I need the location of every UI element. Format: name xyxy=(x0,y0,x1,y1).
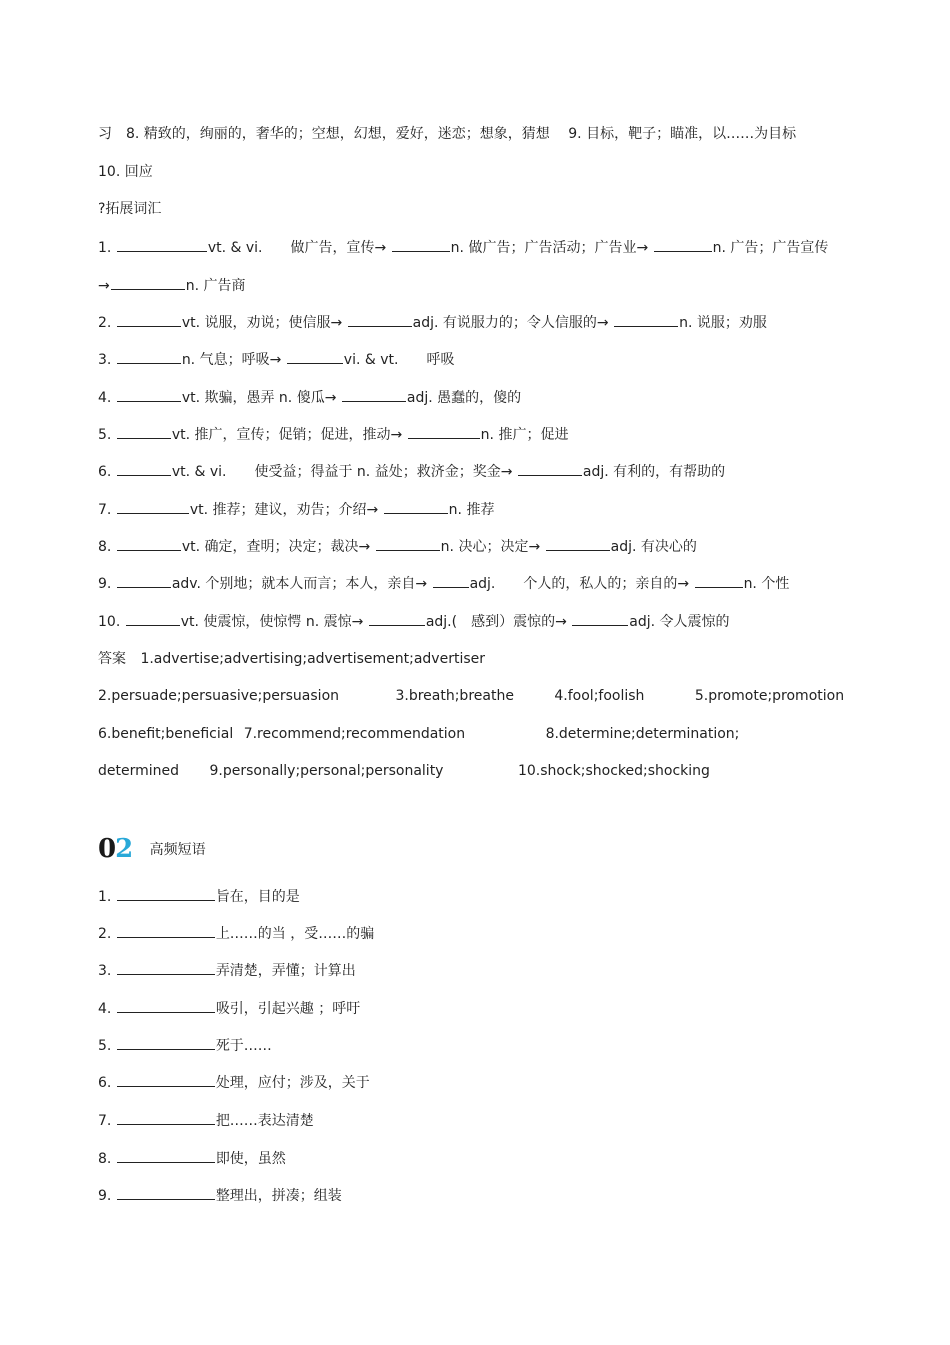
phrase-item: 6. 处理，应付；涉及，关于 xyxy=(98,1072,370,1092)
vocab-item-3: 3. n. 气息；呼吸→ vi. & vt. 呼吸 xyxy=(98,349,454,369)
answer-blank[interactable] xyxy=(287,349,343,364)
answer-blank[interactable] xyxy=(376,536,440,551)
answer-line-continued: 习 8. 精致的，绚丽的，奢华的；空想，幻想，爱好，迷恋；想象，猜想 9. 目标，靶子；瞄准，以……为目标 xyxy=(98,126,797,142)
answer-blank[interactable] xyxy=(433,573,469,588)
answer-blank[interactable] xyxy=(117,237,207,252)
answer-blank[interactable] xyxy=(117,923,215,938)
answer-blank[interactable] xyxy=(369,611,425,626)
answer-blank[interactable] xyxy=(614,312,678,327)
answer-blank[interactable] xyxy=(117,886,215,901)
vocab-item-2: 2. vt. 说服，劝说；使信服→ adj. 有说服力的；令人信服的→ n. 说服；劝服 xyxy=(98,312,767,332)
answer-key-line-2: 2.persuade;persuasive;persuasion 3.breath;breathe 4.fool;foolish 5.promote;promotion xyxy=(98,688,845,704)
answer-blank[interactable] xyxy=(117,387,181,402)
answer-blank[interactable] xyxy=(518,461,582,476)
answer-blank[interactable] xyxy=(654,237,712,252)
vocab-item-7: 7. vt. 推荐；建议，劝告；介绍→ n. 推荐 xyxy=(98,499,494,519)
answer-blank[interactable] xyxy=(117,1185,215,1200)
phrase-item: 7. 把……表达清楚 xyxy=(98,1110,314,1130)
answer-blank[interactable] xyxy=(408,424,480,439)
answer-blank[interactable] xyxy=(117,1148,215,1163)
vocab-item-6: 6. vt. & vi. 使受益；得益于 n. 益处；救济金；奖金→ adj. 有利的，有帮助的 xyxy=(98,461,725,481)
phrase-item: 1. 旨在，目的是 xyxy=(98,886,300,906)
answer-blank[interactable] xyxy=(117,312,181,327)
answer-blank[interactable] xyxy=(126,611,180,626)
answer-blank[interactable] xyxy=(572,611,628,626)
vocab-item-1: 1. vt. & vi. 做广告，宣传→ n. 做广告；广告活动；广告业→ n. 广告；广告宣传 xyxy=(98,237,828,257)
answer-key-line-1: 答案 1.advertise;advertising;advertisement;advertiser xyxy=(98,651,485,667)
answer-blank[interactable] xyxy=(117,461,171,476)
section-heading-expanded-vocab: ?拓展词汇 xyxy=(98,201,162,217)
vocab-item-4: 4. vt. 欺骗，愚弄 n. 傻瓜→ adj. 愚蠢的，傻的 xyxy=(98,387,521,407)
answer-blank[interactable] xyxy=(695,573,743,588)
vocab-item-1-cont: → n. 广告商 xyxy=(98,275,246,295)
answer-blank[interactable] xyxy=(392,237,450,252)
section-number: 0 xyxy=(98,834,116,864)
answer-blank[interactable] xyxy=(348,312,412,327)
section-number-accent: 2 xyxy=(115,834,134,864)
answer-line-10: 10. 回应 xyxy=(98,164,153,180)
section-02-header xyxy=(98,834,206,866)
vocab-item-8: 8. vt. 确定，查明；决定；裁决→ n. 决心；决定→ adj. 有决心的 xyxy=(98,536,697,556)
vocab-item-5: 5. vt. 推广，宣传；促销；促进，推动→ n. 推广；促进 xyxy=(98,424,568,444)
answer-key-label: 答案 xyxy=(98,651,126,667)
answer-blank[interactable] xyxy=(117,424,171,439)
phrase-item: 3. 弄清楚，弄懂；计算出 xyxy=(98,960,356,980)
phrase-item: 9. 整理出，拼凑；组装 xyxy=(98,1185,342,1205)
answer-blank[interactable] xyxy=(117,1035,215,1050)
answer-blank[interactable] xyxy=(117,1072,215,1087)
answer-blank[interactable] xyxy=(117,1110,215,1125)
answer-blank[interactable] xyxy=(117,960,215,975)
vocab-item-9: 9. adv. 个别地；就本人而言；本人，亲自→ adj. 个人的，私人的；亲自的→ n. 个性 xyxy=(98,573,789,593)
answer-blank[interactable] xyxy=(117,573,171,588)
answer-blank[interactable] xyxy=(546,536,610,551)
answer-blank[interactable] xyxy=(342,387,406,402)
answer-blank[interactable] xyxy=(384,499,448,514)
answer-key-line-3: 6.benefit;beneficial 7.recommend;recommendation 8.determine;determination; xyxy=(98,726,740,742)
answer-blank[interactable] xyxy=(111,275,185,290)
phrase-item: 8. 即使，虽然 xyxy=(98,1148,286,1168)
answer-blank[interactable] xyxy=(117,349,181,364)
answer-blank[interactable] xyxy=(117,998,215,1013)
phrase-item: 4. 吸引，引起兴趣 ；呼吁 xyxy=(98,998,360,1018)
section-title: 高频短语 xyxy=(149,842,206,858)
vocab-item-10: 10. vt. 使震惊，使惊愕 n. 震惊→ adj.( 感到）震惊的→ adj. 令人震惊的 xyxy=(98,611,730,631)
phrase-item: 5. 死于…… xyxy=(98,1035,272,1055)
answer-blank[interactable] xyxy=(117,536,181,551)
phrase-item: 2. 上……的当 ，受……的骗 xyxy=(98,923,374,943)
answer-key-line-4: determined 9.personally;personal;personality 10.shock;shocked;shocking xyxy=(98,763,710,779)
answer-blank[interactable] xyxy=(117,499,189,514)
